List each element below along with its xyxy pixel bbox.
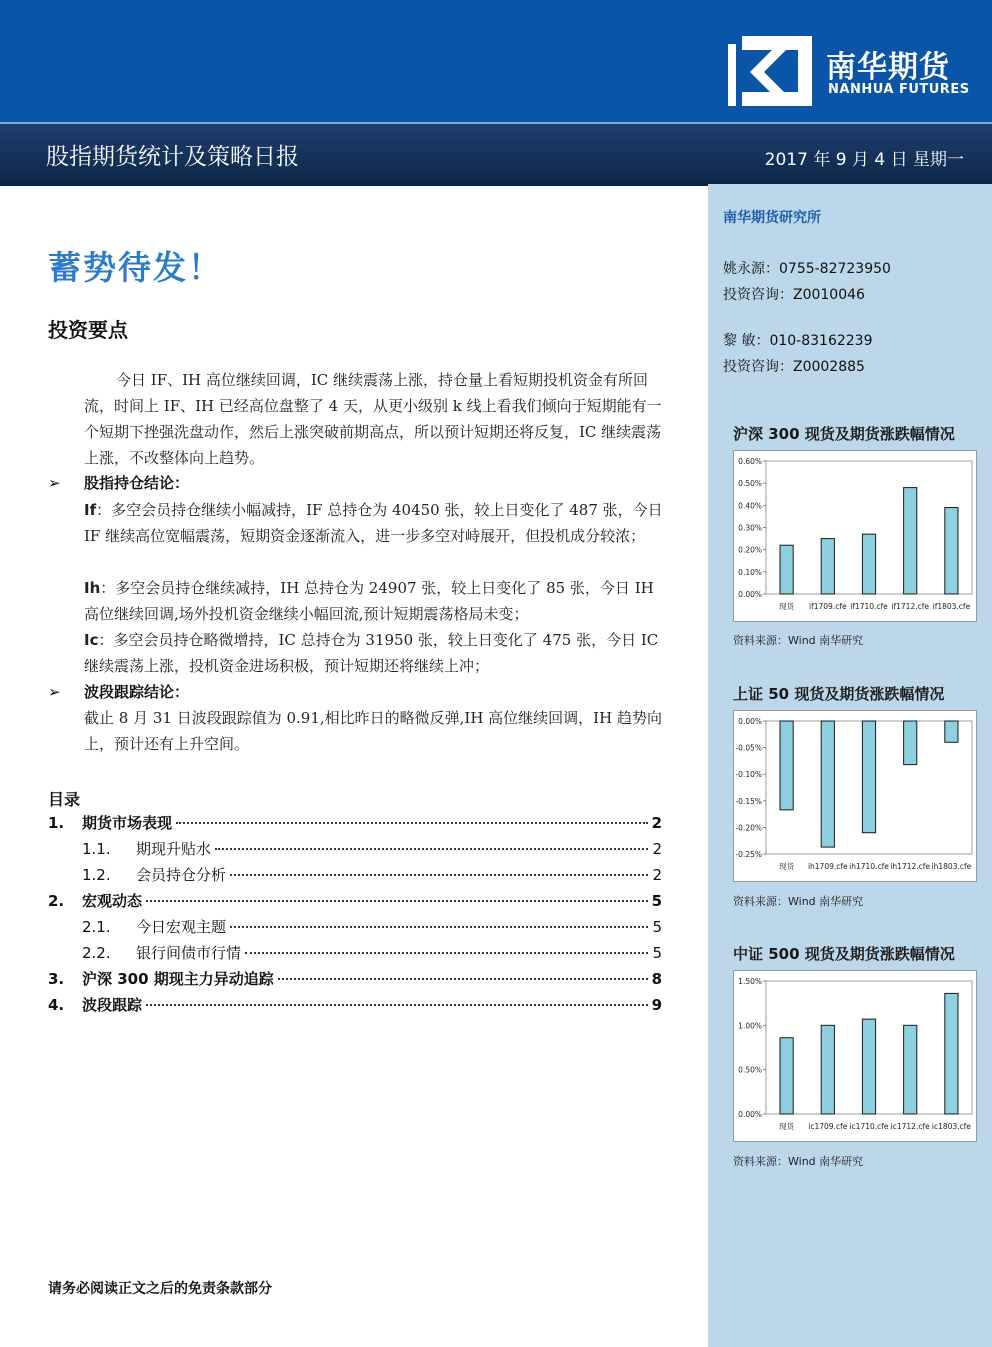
y-tick-label: -0.15% [735, 796, 762, 806]
x-tick-label: 现货 [779, 602, 795, 611]
chart-bar [904, 1025, 917, 1114]
bullet-arrow-icon: ➢ [48, 683, 61, 701]
toc-item-number: 1. [48, 814, 65, 832]
y-tick-label: 0.50% [738, 1065, 762, 1075]
chart-bar [862, 1019, 875, 1114]
y-tick-label: 0.00% [738, 1110, 762, 1119]
y-tick-label: 0.60% [738, 457, 762, 466]
toc-item[interactable] [48, 916, 662, 942]
toc-item-label: 今日宏观主题 [136, 918, 227, 936]
toc-item-number: 2.1. [82, 918, 111, 936]
toc-leader-dots [146, 900, 648, 902]
y-tick-label: -0.20% [735, 823, 762, 833]
toc-leader-dots [245, 952, 648, 954]
bullet-label-positions: 股指持仓结论： [84, 474, 190, 492]
toc-leader-dots [278, 978, 648, 980]
disclaimer-note: 请务必阅读正文之后的免责条款部分 [48, 1281, 272, 1297]
y-tick-label: 0.10% [738, 567, 762, 577]
toc-leader-dots [176, 822, 648, 824]
toc-item-number: 2.2. [82, 944, 111, 962]
brand-name-en: NANHUA FUTURES [828, 82, 970, 97]
toc-item-page: 8 [651, 970, 662, 988]
chart-bar [862, 721, 875, 833]
y-tick-label: 0.40% [738, 501, 762, 511]
section-title: 投资要点 [48, 318, 128, 342]
position-ic-text: ：多空会员持仓略微增持，IC 总持仓为 31950 张，较上日变化了 475 张，今日 IC 继续震荡上涨，投机资金进场积极，预计短期还将继续上冲； [84, 631, 659, 675]
analyst-license-1: 投资咨询：Z0010046 [723, 287, 865, 303]
y-tick-label: -0.05% [735, 743, 762, 753]
chart-bar [821, 721, 834, 847]
toc-item-label: 宏观动态 [82, 892, 143, 910]
position-if [84, 497, 664, 549]
chart-zz500 [733, 970, 977, 1142]
x-tick-label: ic1710.cfe [849, 1122, 889, 1131]
toc-item[interactable] [48, 942, 662, 968]
toc-item-page: 2 [652, 866, 662, 884]
x-tick-label: ih1709.cfe [807, 862, 848, 871]
chart-title-hs300: 沪深 300 现货及期货涨跌幅情况 [733, 425, 955, 443]
chart-hs300-svg [734, 451, 976, 621]
chart-zz500-svg [734, 971, 976, 1141]
toc-item[interactable] [48, 994, 662, 1020]
y-tick-label: 0.00% [738, 717, 762, 726]
toc-item-number: 1.1. [82, 840, 111, 858]
wave-paragraph: 截止 8 月 31 日波段跟踪值为 0.91,相比昨日的略微反弹,IH 高位继续回调，IH 趋势向上，预计还有上升空间。 [84, 709, 662, 753]
position-if-label: If [84, 501, 97, 519]
sidebar-org-name: 南华期货研究所 [723, 210, 821, 226]
toc-item[interactable] [48, 864, 662, 890]
chart-source-hs300: 资料来源：Wind 南华研究 [733, 634, 864, 647]
chart-bar [945, 721, 958, 742]
y-tick-label: 0.20% [738, 545, 762, 555]
toc-leader-dots [230, 874, 648, 876]
chart-title-zz500: 中证 500 现货及期货涨跌幅情况 [733, 945, 955, 963]
position-ih [84, 575, 664, 627]
x-tick-label: ih1710.cfe [849, 862, 889, 871]
toc-item-label: 波段跟踪 [82, 996, 143, 1014]
chart-bar [821, 1025, 834, 1114]
y-tick-label: 1.00% [738, 1021, 762, 1031]
x-tick-label: ih1712.cfe [890, 862, 931, 871]
toc-item-label: 期现升贴水 [136, 840, 212, 858]
chart-bar [862, 534, 875, 594]
chart-bar [821, 539, 834, 594]
chart-bar [780, 1038, 793, 1114]
toc-leader-dots [230, 926, 648, 928]
y-tick-label: 0.30% [738, 523, 762, 533]
x-tick-label: ih1803.cfe [931, 862, 972, 871]
toc-item[interactable] [48, 890, 662, 916]
toc-item[interactable] [48, 968, 662, 994]
chart-bar [780, 721, 793, 810]
bullet-positions [48, 472, 189, 493]
x-tick-label: if1712.cfe [891, 602, 929, 611]
bullet-wave [48, 681, 189, 702]
analyst-contact-2: 黎 敏：010-83162239 [723, 333, 873, 349]
toc-item-page: 2 [651, 814, 662, 832]
y-tick-label: 0.00% [738, 590, 762, 599]
nanhua-logo-icon [728, 36, 812, 106]
analyst-contact-1: 姚永源：0755-82723950 [723, 261, 891, 277]
chart-bar [904, 721, 917, 765]
x-tick-label: ic1803.cfe [931, 1122, 971, 1131]
toc-item-number: 2. [48, 892, 65, 910]
chart-bar [904, 488, 917, 594]
report-date: 2017 年 9 月 4 日 星期一 [764, 150, 964, 170]
y-tick-label: 1.50% [738, 977, 762, 986]
toc-leader-dots [146, 1004, 648, 1006]
toc-item-number: 3. [48, 970, 65, 988]
bullet-arrow-icon: ➢ [48, 474, 61, 492]
toc-item-page: 9 [651, 996, 662, 1014]
chart-bar [945, 508, 958, 594]
chart-bar [780, 545, 793, 594]
chart-hs300 [733, 450, 977, 622]
y-tick-label: -0.10% [735, 770, 762, 780]
x-tick-label: 现货 [779, 862, 795, 871]
toc-item-page: 5 [651, 892, 662, 910]
x-tick-label: ic1709.cfe [808, 1122, 848, 1131]
y-tick-label: -0.25% [735, 850, 762, 859]
brand-banner [0, 0, 992, 122]
x-tick-label: if1803.cfe [932, 602, 971, 611]
position-ih-text: ：多空会员持仓继续减持，IH 总持仓为 24907 张，较上日变化了 85 张，今日 IH 高位继续回调,场外投机资金继续小幅回流,预计短期震荡格局未变； [84, 579, 654, 623]
x-tick-label: 现货 [779, 1122, 795, 1131]
chart-sz50-svg [734, 711, 976, 881]
toc-item[interactable] [48, 838, 662, 864]
analyst-license-2: 投资咨询：Z0002885 [723, 359, 865, 375]
chart-sz50 [733, 710, 977, 882]
toc-item-page: 5 [652, 944, 662, 962]
toc-item-label: 会员持仓分析 [136, 866, 227, 884]
report-title: 股指期货统计及策略日报 [46, 144, 299, 170]
table-of-contents [48, 812, 662, 1020]
toc-item-page: 2 [652, 840, 662, 858]
x-tick-label: if1710.cfe [850, 602, 888, 611]
chart-source-sz50: 资料来源：Wind 南华研究 [733, 895, 864, 908]
brand-name-cn: 南华期货 [826, 50, 950, 85]
position-if-text: ：多空会员持仓继续小幅减持，IF 总持仓为 40450 张，较上日变化了 487 张，今日 IF 继续高位宽幅震荡，短期资金逐渐流入，进一步多空对峙展开，但投机成分较浓； [84, 501, 663, 545]
y-tick-label: 0.50% [738, 479, 762, 489]
toc-item[interactable] [48, 812, 662, 838]
headline: 蓄势待发！ [48, 248, 223, 287]
toc-title: 目录 [48, 790, 81, 809]
toc-item-number: 4. [48, 996, 65, 1014]
chart-bar [945, 993, 958, 1114]
toc-item-page: 5 [652, 918, 662, 936]
toc-item-label: 沪深 300 期现主力异动追踪 [82, 970, 274, 988]
toc-item-number: 1.2. [82, 866, 111, 884]
bullet-label-wave: 波段跟踪结论： [84, 683, 190, 701]
x-tick-label: if1709.cfe [809, 602, 847, 611]
position-ic-label: Ic [84, 631, 99, 649]
position-ic [84, 627, 664, 679]
chart-source-zz500: 资料来源：Wind 南华研究 [733, 1155, 864, 1168]
toc-leader-dots [215, 848, 648, 850]
position-ih-label: Ih [84, 579, 101, 597]
chart-title-sz50: 上证 50 现货及期货涨跌幅情况 [733, 685, 945, 703]
intro-paragraph: 今日 IF、IH 高位继续回调，IC 继续震荡上涨，持仓量上看短期投机资金有所回流，时间上 IF、IH 已经高位盘整了 4 天，从更小级别 k 线上看我们倾向于短期能有一个短期下挫强洗盘动作，然后上涨突破前期高点，所以预计短期还将反复，IC 继续震荡上涨，不改整体向上趋势。 [84, 371, 662, 467]
toc-item-label: 期货市场表现 [82, 814, 173, 832]
x-tick-label: ic1712.cfe [890, 1122, 930, 1131]
toc-item-label: 银行间债市行情 [136, 944, 242, 962]
